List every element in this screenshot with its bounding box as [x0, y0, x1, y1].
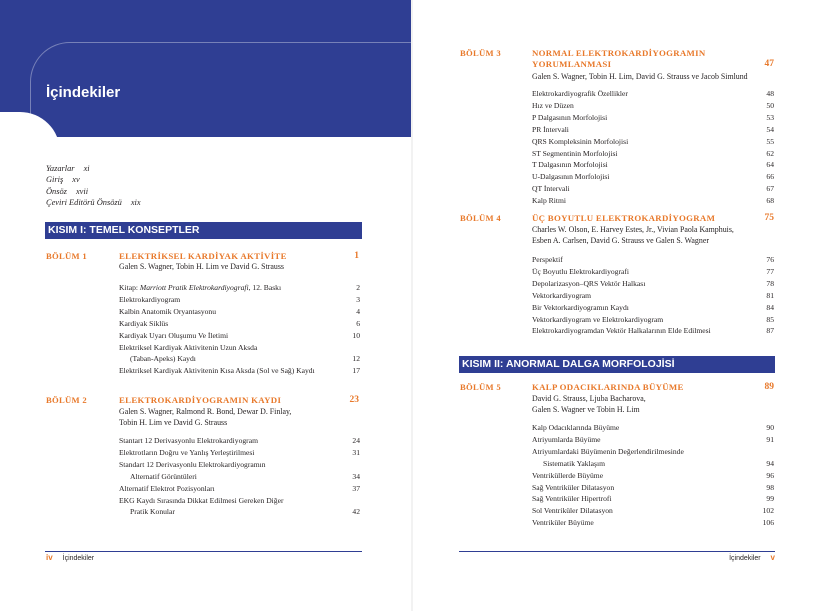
- toc-entry[interactable]: Hız ve Düzen 50: [532, 100, 774, 110]
- toc-entry[interactable]: Üç Boyutlu Elektrokardiyografi 77: [532, 266, 774, 276]
- chapter-label: BÖLÜM 5: [460, 382, 502, 392]
- page-number-left: iv: [46, 553, 53, 562]
- toc-entry[interactable]: Atriyumlardaki Büyümenin Değerlendirilmesinde: [532, 446, 684, 456]
- front-matter-item[interactable]: Önsöz xvii: [46, 186, 89, 196]
- chapter-authors: Charles W. Olson, E. Harvey Estes, Jr., Vivian Paola Kamphuis, Esben A. Carlsen, David G. Strauss ve Galen S. Wagner: [532, 225, 734, 246]
- front-matter-item[interactable]: Giriş xv: [46, 175, 80, 185]
- front-matter-item[interactable]: Yazarlar xi: [46, 164, 90, 173]
- toc-entry[interactable]: EKG Kaydı Sırasında Dikkat Edilmesi Gereken Diğer: [119, 495, 284, 505]
- folio-right: [713, 553, 775, 562]
- footer-rule-left: [45, 551, 362, 552]
- toc-entry[interactable]: Kalp Ritmi 68: [532, 196, 774, 206]
- toc-entry[interactable]: Atriyumlarda Büyüme 91: [532, 434, 774, 444]
- chapter-page: 23: [349, 395, 359, 405]
- toc-entry[interactable]: Sistematik Yaklaşım 94: [543, 458, 774, 468]
- toc-entry[interactable]: Standart 12 Derivasyonlu Elektrokardiyogramın: [119, 459, 266, 469]
- chapter-authors: Galen S. Wagner, Tobin H. Lim ve David G. Strauss: [119, 262, 284, 271]
- toc-entry[interactable]: Vektorkardiyogram ve Elektrokardiyogram 85: [532, 314, 774, 324]
- right-page: [413, 0, 825, 611]
- folio-label-left: İçindekiler: [62, 555, 95, 562]
- chapter-title: KALP ODACIKLARINDA BÜYÜME: [532, 382, 684, 392]
- chapter-label: BÖLÜM 2: [46, 395, 88, 405]
- chapter-page: 89: [764, 382, 774, 392]
- toc-entry[interactable]: PR İntervali 54: [532, 124, 774, 134]
- chapter-title: ELEKTRİKSEL KARDİYAK AKTİVİTE: [119, 251, 287, 261]
- front-matter-item[interactable]: Çeviri Editörü Önsözü xix: [46, 197, 141, 207]
- toc-entry[interactable]: Kardiyak Uyarı Oluşumu Ve İletimi 10: [119, 330, 360, 340]
- front-matter-list: [46, 163, 141, 208]
- toc-entry[interactable]: Depolarizasyon–QRS Vektör Halkası 78: [532, 278, 774, 288]
- toc-entry[interactable]: Stantart 12 Derivasyonlu Elektrokardiyogram 24: [119, 436, 360, 445]
- chapter-page: 47: [764, 59, 774, 69]
- toc-entry[interactable]: QRS Kompleksinin Morfolojisi 55: [532, 136, 774, 146]
- toc-entry[interactable]: Alternatif Elektrot Pozisyonları 37: [119, 483, 360, 493]
- chapter-title: NORMAL ELEKTROKARDİYOGRAMIN YORUMLANMASI: [532, 48, 706, 69]
- chapter-label: BÖLÜM 1: [46, 251, 88, 261]
- chapter-3-entries: [532, 88, 774, 207]
- toc-entry[interactable]: Kalp Odacıklarında Büyüme 90: [532, 423, 774, 432]
- folio-label-right: İçindekiler: [729, 555, 761, 562]
- chapter-authors: Galen S. Wagner, Ralmond R. Bond, Dewar D. Finlay, Tobin H. Lim ve David G. Strauss: [119, 407, 292, 428]
- toc-entry[interactable]: Vektorkardiyogram 81: [532, 290, 774, 300]
- toc-entry[interactable]: U-Dalgasının Morfolojisi 66: [532, 172, 774, 182]
- toc-entry[interactable]: Elektrokardiyogram 3: [119, 294, 360, 304]
- toc-entry[interactable]: Kalbin Anatomik Oryantasyonu 4: [119, 306, 360, 316]
- chapter-authors: David G. Strauss, Ljuba Bacharova, Galen S. Wagner ve Tobin H. Lim: [532, 394, 646, 415]
- header-banner: [0, 0, 411, 137]
- chapter-4-entries: [532, 254, 774, 337]
- part-heading-1: KISIM I: TEMEL KONSEPTLER: [45, 222, 362, 239]
- toc-entry[interactable]: Elektriksel Kardiyak Aktivitenin Uzun Aksda: [119, 342, 258, 352]
- toc-entry[interactable]: Elektrokardiyografik Özellikler 48: [532, 89, 774, 98]
- chapter-authors: Galen S. Wagner, Tobin H. Lim, David G. Strauss ve Jacob Simlund: [532, 72, 748, 81]
- toc-entry[interactable]: Ventriküllerde Büyüme 96: [532, 470, 774, 480]
- footer-rule-right: [459, 551, 775, 552]
- toc-entry[interactable]: Sağ Ventriküler Hipertrofi 99: [532, 494, 774, 504]
- toc-entry[interactable]: Kitap: Marriott Pratik Elektrokardiyografi, 12. Baskı 2: [119, 283, 360, 292]
- toc-entry[interactable]: Elektrokardiyogramdan Vektör Halkalarının Elde Edilmesi 87: [532, 326, 774, 336]
- toc-entry[interactable]: P Dalgasının Morfolojisi 53: [532, 112, 774, 122]
- toc-entry[interactable]: Bir Vektorkardiyogramın Kaydı 84: [532, 302, 774, 312]
- chapter-page: 75: [764, 213, 774, 223]
- chapter-label: BÖLÜM 3: [460, 48, 502, 58]
- toc-entry[interactable]: Elektriksel Kardiyak Aktivitenin Kısa Aksda (Sol ve Sağ) Kaydı 17: [119, 366, 360, 376]
- toc-entry[interactable]: Perspektif 76: [532, 255, 774, 264]
- toc-entry[interactable]: Sağ Ventriküler Dilatasyon 98: [532, 482, 774, 492]
- toc-entry[interactable]: ST Segmentinin Morfolojisi 62: [532, 148, 774, 158]
- toc-entry[interactable]: T Dalgasının Morfolojisi 64: [532, 160, 774, 170]
- chapter-1-entries: [119, 282, 360, 377]
- page-number-right: v: [770, 553, 775, 562]
- chapter-2-entries: [119, 435, 360, 518]
- toc-entry[interactable]: Elektrotların Doğru ve Yanlış Yerleştirilmesi 31: [119, 447, 360, 457]
- chapter-page: 1: [354, 251, 359, 261]
- toc-entry[interactable]: (Taban-Apeks) Kaydı 12: [130, 354, 360, 364]
- part-heading-2: KISIM II: ANORMAL DALGA MORFOLOJİSİ: [459, 356, 775, 373]
- chapter-title: ELEKTROKARDİYOGRAMIN KAYDI: [119, 395, 282, 405]
- toc-entry[interactable]: Kardiyak Siklüs 6: [119, 318, 360, 328]
- toc-entry[interactable]: QT İntervali 67: [532, 184, 774, 194]
- page-title: İçindekiler: [46, 84, 121, 101]
- folio-left: [46, 553, 94, 562]
- chapter-title: ÜÇ BOYUTLU ELEKTROKARDİYOGRAM: [532, 213, 716, 223]
- toc-entry[interactable]: Ventriküler Büyüme 106: [532, 518, 774, 528]
- chapter-5-entries: [532, 422, 774, 529]
- toc-entry[interactable]: Sol Ventriküler Dilatasyon 102: [532, 506, 774, 516]
- left-page: [0, 0, 412, 611]
- toc-entry[interactable]: Pratik Konular 42: [130, 507, 360, 517]
- chapter-label: BÖLÜM 4: [460, 213, 502, 223]
- toc-entry[interactable]: Alternatif Görüntüleri 34: [130, 471, 360, 481]
